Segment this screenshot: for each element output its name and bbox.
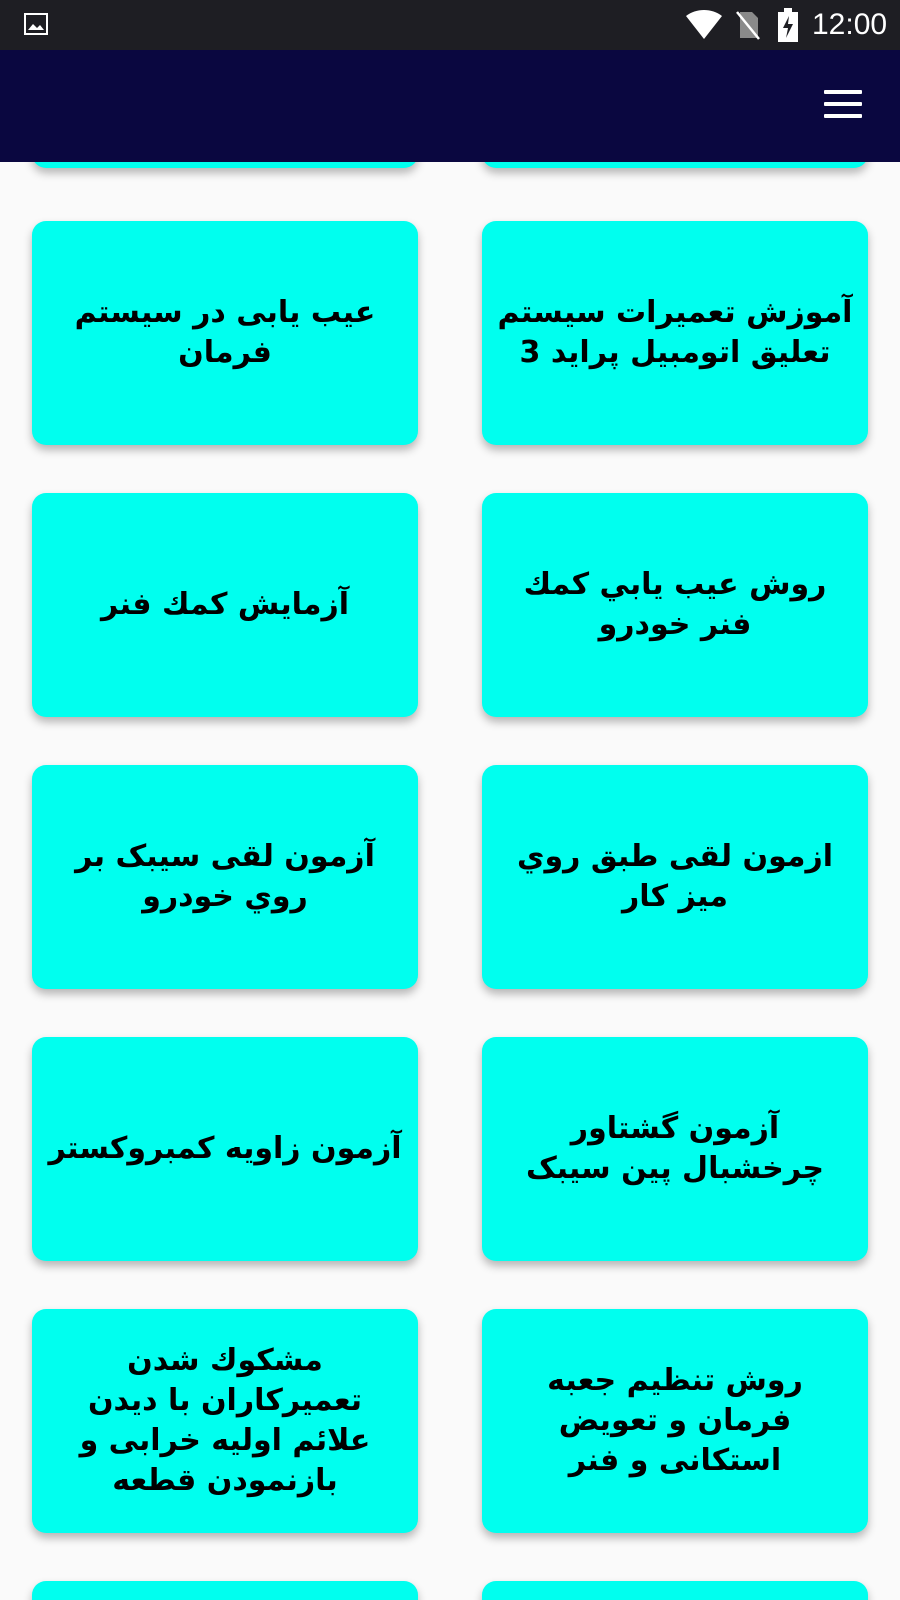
card-title: آموزش تعمیرات سیستم تعلیق اتومبیل پراید 3 [497, 295, 853, 370]
no-sim-icon [736, 10, 760, 40]
card-partial-bottom-left[interactable] [32, 1581, 418, 1600]
card-partial-top-right[interactable] [482, 162, 868, 168]
card-grid [0, 162, 900, 1600]
battery-charging-icon [778, 8, 798, 42]
app-bar [0, 50, 900, 162]
card-title: ازمون لقی طبق روي میز کار [516, 839, 834, 914]
card-title: مشکوك شدن تعمیرکاران با دیدن علائم اولیه خرابی و بازنمودن قطعه [79, 1343, 371, 1498]
card-title: آزمون گشتاور چرخشبال پین سیبک [525, 1111, 825, 1186]
status-bar [0, 0, 900, 50]
card-partial-top-left[interactable] [32, 162, 418, 168]
card-ball-joint-play-test[interactable] [32, 765, 418, 989]
card-shock-test[interactable] [32, 493, 418, 717]
card-title: آزمون لقی سیبک بر روي خودرو [75, 839, 375, 914]
card-title: روش تنظیم جعبه فرمان و تعویض استکانی و فنر [547, 1363, 803, 1478]
card-title: آزمون زاویه کمبروکستر [48, 1131, 402, 1166]
hamburger-menu-icon[interactable] [824, 88, 864, 122]
status-clock: 12:00 [812, 8, 888, 41]
gallery-icon [24, 13, 48, 35]
card-title: عیب یابی در سیستم فرمان [74, 295, 376, 370]
card-partial-bottom-right[interactable] [482, 1581, 868, 1600]
card-shock-troubleshooting[interactable] [482, 493, 868, 717]
card-steering-troubleshooting[interactable] [32, 221, 418, 445]
card-suspension-repair[interactable] [482, 221, 868, 445]
card-ball-joint-torque-test[interactable] [482, 1037, 868, 1261]
card-camber-caster-test[interactable] [32, 1037, 418, 1261]
card-steering-box-adjustment[interactable] [482, 1309, 868, 1533]
card-control-arm-play-test[interactable] [482, 765, 868, 989]
card-title: آزمایش کمك فنر [101, 587, 349, 622]
card-title: روش عیب یابي کمك فنر خودرو [523, 567, 827, 642]
wifi-icon [686, 10, 722, 40]
card-early-failure-signs[interactable] [32, 1309, 418, 1533]
